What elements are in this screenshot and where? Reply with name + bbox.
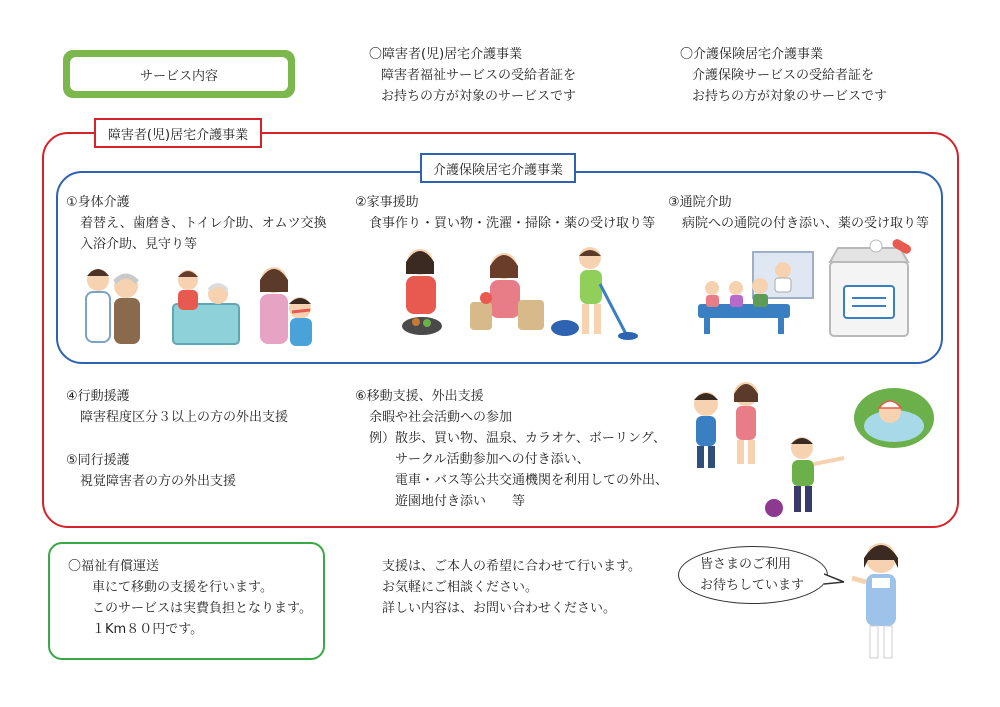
- shopping-bag: [470, 302, 492, 330]
- speech-bubble-text: [700, 554, 804, 596]
- welfare-transport: [68, 556, 312, 640]
- care-item-2: [355, 192, 655, 234]
- frying-pan: [402, 317, 442, 335]
- service-content-button: [63, 50, 295, 98]
- staff-illustration: [846, 538, 916, 664]
- header-col-2: [680, 44, 887, 107]
- care-item-6-line: 遊園地付き添い 等: [395, 494, 526, 509]
- support-note: [382, 556, 641, 619]
- care-item-6-line: 電車・バス等公共交通機関を利用しての外出、: [395, 473, 669, 488]
- care-item-6-title: ⑥移動支援、外出支援: [355, 389, 484, 404]
- care-item-4-title: ④行動援護: [66, 389, 130, 404]
- support-note-line: 詳しい内容は、お問い合わせください。: [382, 601, 617, 616]
- bathtub: [173, 304, 239, 344]
- care-item-6-line: 例）散歩、買い物、温泉、カラオケ、ボーリング、: [369, 431, 667, 446]
- housework-illustration: [400, 244, 640, 344]
- outing-illustration: [684, 374, 934, 518]
- care-item-6-line: サークル活動参加への付き添い、: [395, 452, 590, 467]
- welfare-transport-line: このサービスは実費負担となります。: [92, 601, 312, 616]
- speech-bubble-line: 皆さまのご利用: [700, 557, 792, 572]
- care-item-5-line: 視覚障害者の方の外出支援: [80, 474, 237, 489]
- service-content-label: サービス内容: [70, 57, 288, 91]
- header-col-1-line: 障害者福祉サービスの受給者証を: [381, 68, 577, 83]
- header-col-1-title: 〇障害者(児)居宅介護事業: [369, 47, 523, 62]
- insurance-care-label: 介護保険居宅介護事業: [420, 153, 576, 183]
- header-col-2-title: 〇介護保険居宅介護事業: [680, 47, 824, 62]
- care-item-3: [668, 192, 929, 234]
- care-item-2-title: ②家事援助: [355, 195, 419, 210]
- body-care-illustration: [78, 260, 318, 352]
- hospital-illustration: [698, 238, 928, 340]
- speech-bubble-line: お待ちしています: [700, 578, 805, 593]
- care-item-1-line: 入浴介助、見守り等: [80, 237, 198, 252]
- care-item-2-line: 食事作り・買い物・洗濯・掃除・薬の受け取り等: [369, 216, 656, 231]
- ball: [765, 499, 783, 517]
- header-col-2-line: お持ちの方が対象のサービスです: [692, 89, 888, 104]
- care-item-4: [66, 386, 288, 428]
- care-item-6-line: 余暇や社会活動への参加: [369, 410, 513, 425]
- header-col-1-line: お持ちの方が対象のサービスです: [381, 89, 577, 104]
- care-item-3-line: 病院への通院の付き添い、薬の受け取り等: [682, 216, 930, 231]
- care-item-6: [355, 386, 668, 512]
- care-item-4-line: 障害程度区分３以上の方の外出支援: [80, 410, 289, 425]
- speech-bubble-tail: [824, 572, 846, 588]
- header-col-1: [369, 44, 576, 107]
- welfare-transport-title: 〇福祉有償運送: [68, 559, 160, 574]
- vacuum-handle: [600, 284, 626, 334]
- disability-care-label: 障害者(児)居宅介護事業: [94, 118, 262, 148]
- header-col-2-line: 介護保険サービスの受給者証を: [692, 68, 875, 83]
- care-item-1: [66, 192, 327, 255]
- care-item-3-title: ③通院介助: [668, 195, 732, 210]
- care-item-1-line: 着替え、歯磨き、トイレ介助、オムツ交換: [80, 216, 327, 231]
- welfare-transport-line: 車にて移動の支援を行います。: [92, 580, 273, 595]
- support-note-line: 支援は、ご本人の希望に合わせて行います。: [382, 559, 641, 574]
- care-item-1-title: ①身体介護: [66, 195, 130, 210]
- vacuum-cleaner: [551, 320, 579, 336]
- care-item-5: [66, 450, 236, 492]
- care-item-5-title: ⑤同行援護: [66, 453, 130, 468]
- support-note-line: お気軽にご相談ください。: [382, 580, 539, 595]
- welfare-transport-line: １Km８０円です。: [92, 622, 204, 637]
